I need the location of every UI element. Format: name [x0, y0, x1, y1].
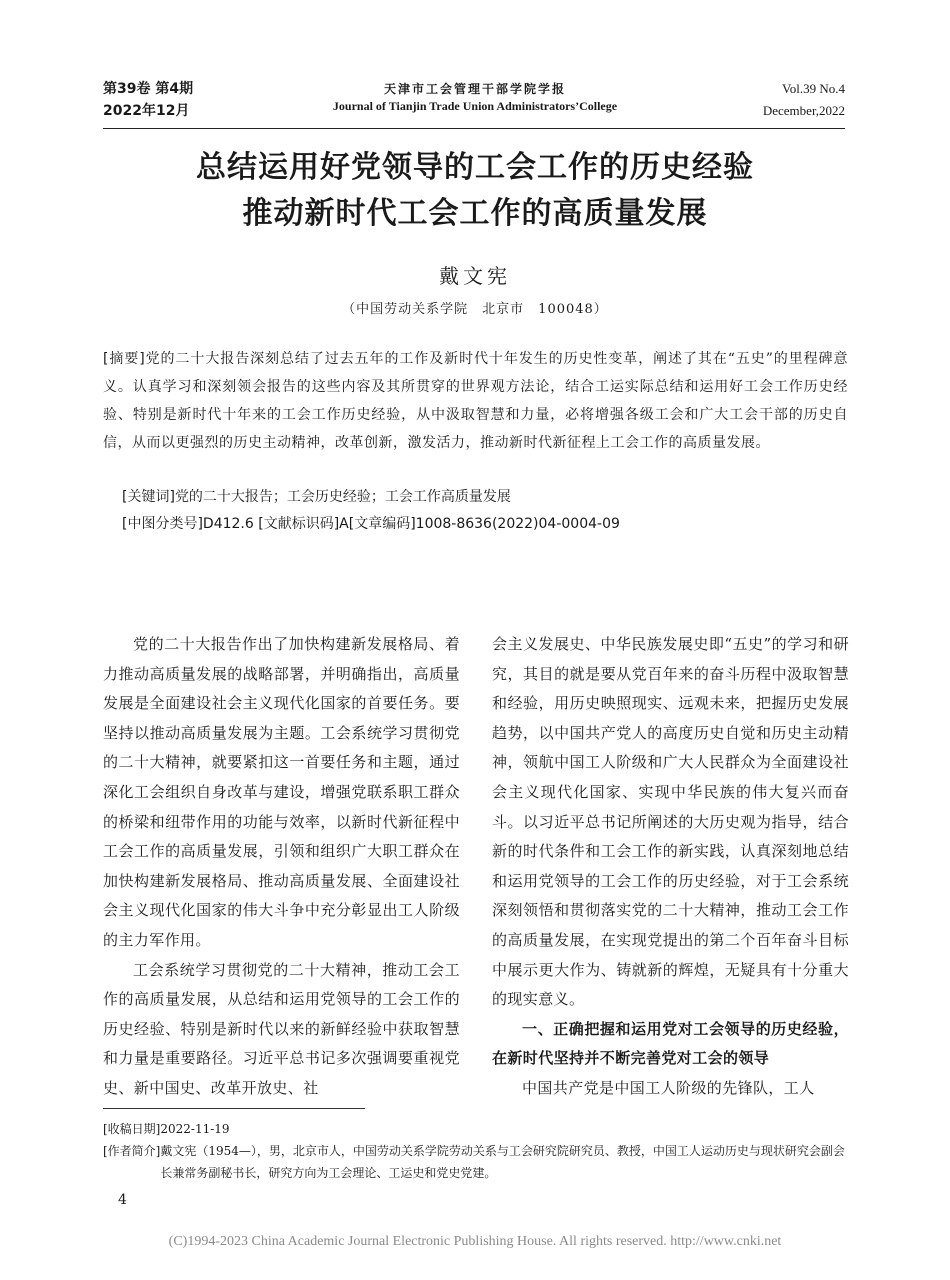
- body-right-column: [492, 630, 849, 1104]
- keywords-text: 党的二十大报告；工会历史经验；工会工作高质量发展: [174, 489, 511, 505]
- body-left-column: [103, 630, 460, 1104]
- author-affiliation: （中国劳动关系学院 北京市 100048）: [342, 302, 608, 317]
- abstract-label: [摘要]: [103, 351, 146, 367]
- body-paragraph: 会主义发展史、中华民族发展史即“五史”的学习和研究，其目的就是要从党百年来的奋斗历程中汲取智慧和经验，用历史映照现实、远观未来，把握历史发展趋势，以中国共产党人的高度历史自觉和历史主动精神，领航中国工人阶级和广大人民群众为全面建设社会主义现代化国家、实现中华民族的伟大复兴而奋斗。以习近平总书记所阐述的大历史观为指导，结合新的时代条件和工会工作的新实践，认真深刻地总结和运用党领导的工会工作的历史经验，对于工会系统深刻领悟和贯彻落实党的二十大精神，推动工会工作的高质量发展，在实现党提出的第二个百年奋斗目标中展示更大作为、铸就新的辉煌，无疑具有十分重大的现实意义。: [492, 635, 849, 1009]
- author-name: 戴文宪: [439, 264, 511, 288]
- abstract: [103, 345, 848, 457]
- received-date: 2022-11-19: [160, 1122, 230, 1136]
- publication-date-en: December,2022: [762, 103, 845, 118]
- classification-text: [中图分类号]D412.6 [文献标识码]A[文章编码]1008-8636(2022)04-0004-09: [122, 516, 620, 532]
- publication-date: 2022年12月: [103, 103, 190, 119]
- keywords: [122, 485, 511, 509]
- footnote-rule: [103, 1108, 365, 1109]
- article-title: [0, 145, 950, 237]
- section-heading: 一、正确把握和运用党对工会领导的历史经验，在新时代坚持并不断完善党对工会的领导: [492, 1019, 849, 1068]
- issue-info-en: [763, 78, 845, 122]
- body-paragraph: 工会系统学习贯彻党的二十大精神，推动工会工作的高质量发展，从总结和运用党领导的工会工作的历史经验、特别是新时代以来的新鲜经验中获取智慧和力量是重要路径。习近平总书记多次强调要重视党史、新中国史、改革开放史、社: [103, 960, 460, 1097]
- volume-issue-en: Vol.39 No.4: [782, 81, 845, 96]
- title-line-1: 总结运用好党领导的工会工作的历史经验: [196, 150, 754, 185]
- volume-issue: 第39卷 第4期: [103, 81, 194, 97]
- keywords-label: [关键词]: [122, 489, 175, 505]
- page-number: 4: [118, 1192, 127, 1208]
- received-label: [收稿日期]: [103, 1122, 161, 1136]
- classification-codes: [122, 512, 620, 536]
- footnotes: [103, 1118, 848, 1184]
- author-bio: 戴文宪（1954—），男，北京市人，中国劳动关系学院劳动关系与工会研究院研究员、教授，中国工人运动历史与现状研究会副会长兼常务副秘书长，研究方向为工会理论、工运史和党史党建。: [160, 1144, 845, 1180]
- author-bio-label: [作者简介]: [103, 1144, 161, 1158]
- received-date-note: [103, 1118, 848, 1140]
- author-bio-note: [103, 1140, 848, 1184]
- journal-name-en: Journal of Tianjin Trade Union Administrators’College: [332, 99, 618, 113]
- header-rule: [103, 128, 845, 129]
- body-paragraph: 党的二十大报告作出了加快构建新发展格局、着力推动高质量发展的战略部署，并明确指出，高质量发展是全面建设社会主义现代化国家的首要任务。要坚持以推动高质量发展为主题。工会系统学习贯彻党的二十大精神，就要紧扣这一首要任务和主题，通过深化工会组织自身改革与建设，增强党联系职工群众的桥梁和纽带作用的功能与效率，以新时代新征程中工会工作的高质量发展，引领和组织广大职工群众在加快构建新发展格局、推动高质量发展、全面建设社会主义现代化国家的伟大斗争中充分彰显出工人阶级的主力军作用。: [103, 635, 460, 949]
- title-line-2: 推动新时代工会工作的高质量发展: [242, 196, 708, 231]
- abstract-text: 党的二十大报告深刻总结了过去五年的工作及新时代十年发生的历史性变革，阐述了其在“五史”的里程碑意义。认真学习和深刻领会报告的这些内容及其所贯穿的世界观方法论，结合工运实际总结和运用好工会工作历史经验、特别是新时代十年来的工会工作历史经验，从中汲取智慧和力量，必将增强各级工会和广大工会干部的历史自信，从而以更强烈的历史主动精神，改革创新，激发活力，推动新时代新征程上工会工作的高质量发展。: [103, 351, 848, 451]
- body-paragraph: 中国共产党是中国工人阶级的先锋队，工人: [522, 1078, 815, 1097]
- copyright-notice: (C)1994-2023 China Academic Journal Electronic Publishing House. All rights reserved. http://www.cnki.net: [168, 1234, 782, 1249]
- journal-name-cn: 天津市工会管理干部学院学报: [383, 82, 566, 96]
